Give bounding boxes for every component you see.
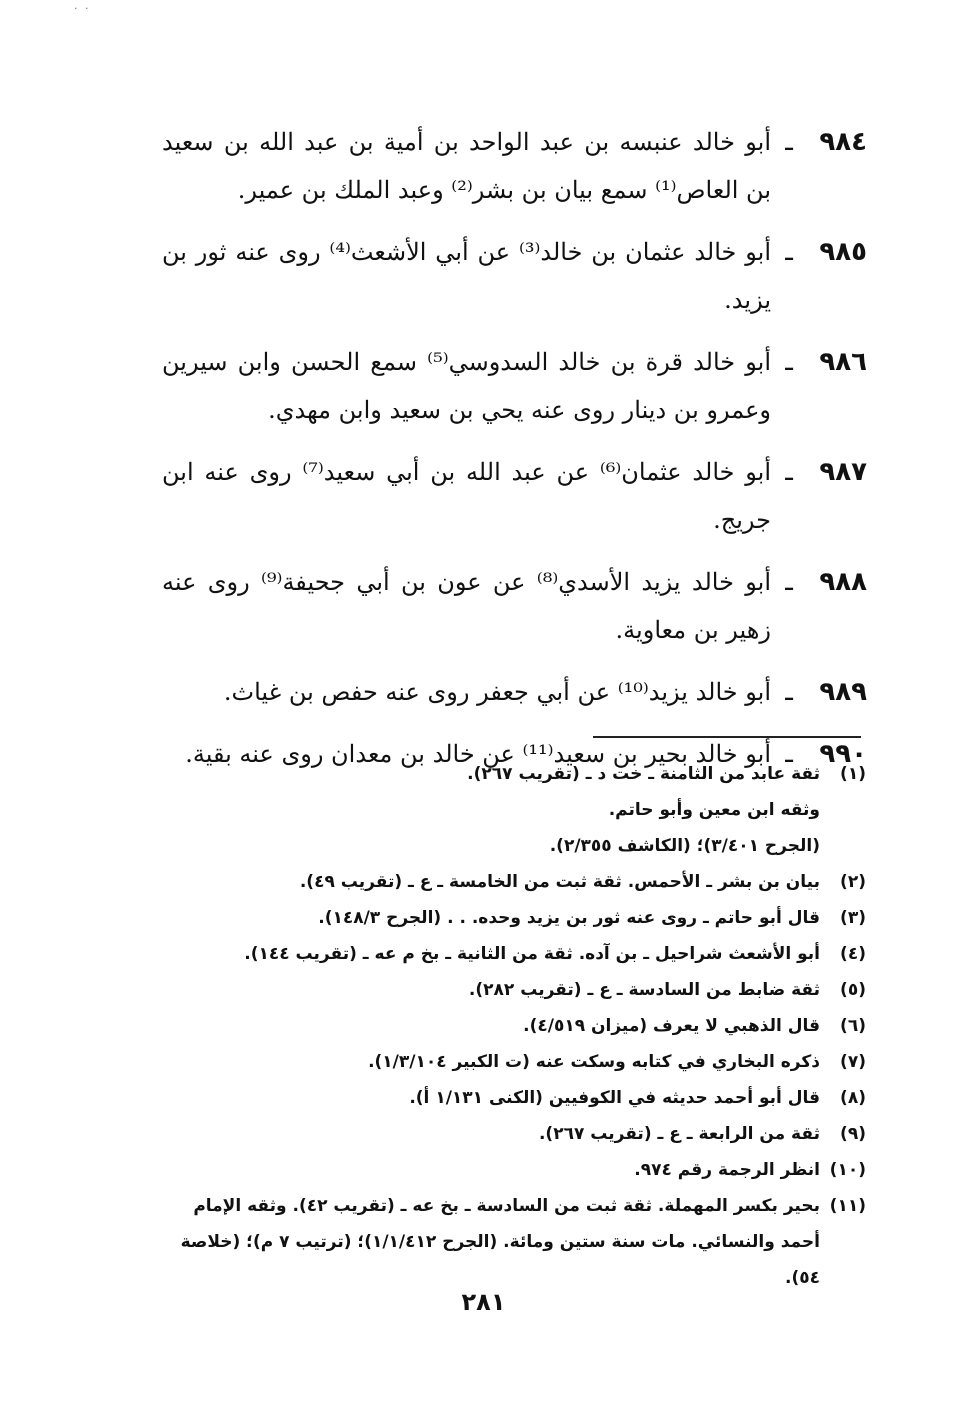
entry-dash: ـ: [785, 567, 793, 597]
footnote-separator: [593, 736, 861, 738]
entry: [162, 668, 867, 716]
footnote: [168, 900, 866, 936]
footnote-body: [168, 1080, 820, 1116]
entry-text: أبو خالد يزيد الأسدي⁽⁸⁾ عن عون بن أبي جحيفة⁽⁹⁾ روى عنه زهير بن معاوية.: [162, 568, 772, 644]
entry: [162, 558, 867, 654]
footnote: [168, 1080, 866, 1116]
entry-number: ٩٨٧: [819, 457, 867, 487]
footnote-number: (١): [840, 764, 866, 784]
footnote-line: وثقه ابن معين وأبو حاتم.: [608, 800, 820, 820]
entry-dash: ـ: [785, 677, 793, 707]
entry-number: ٩٨٥: [819, 237, 867, 267]
footnote-body: [168, 1116, 820, 1152]
entry-number: ٩٨٤: [819, 127, 867, 157]
footnote-line: بحير بكسر المهملة. ثقة ثبت من السادسة ـ بخ عه ـ (تقريب ٤٢). وثقه الإمام أحمد والنسائي. مات سنة ستين ومائة. (الجرح ١/١/٤١٢)؛ (ترتيب ٧ م)؛ (خلاصة ٥٤).: [180, 1196, 820, 1288]
footnote-body: [168, 900, 820, 936]
footnote-line: ثقة من الرابعة ـ ع ـ (تقريب ٢٦٧).: [538, 1124, 820, 1144]
footnote-body: [168, 1008, 820, 1044]
footnote-number: (٥): [840, 980, 866, 1000]
footnote-line: أبو الأشعث شراحيل ـ بن آده. ثقة من الثانية ـ بخ م عه ـ (تقريب ١٤٤).: [244, 944, 820, 964]
entry-text: أبو خالد قرة بن خالد السدوسي⁽⁵⁾ سمع الحسن وابن سيرين وعمرو بن دينار روى عنه يحي بن سعيد وابن مهدي.: [162, 348, 771, 424]
footnote: [168, 1152, 866, 1188]
footnote-line: انظر الرجمة رقم ٩٧٤.: [634, 1160, 820, 1180]
entry: [162, 228, 867, 324]
footnote-number: (٤): [840, 944, 866, 964]
entry-text: أبو خالد عنبسه بن عبد الواحد بن أمية بن عبد الله بن سعيد بن العاص⁽¹⁾ سمع بيان بن بشر⁽²⁾ وعبد الملك بن عمير.: [162, 128, 771, 204]
entry-number: ٩٨٩: [819, 677, 867, 707]
entries-list: [162, 118, 867, 792]
entry-text: أبو خالد يزيد⁽¹⁰⁾ عن أبي جعفر روى عنه حفص بن غياث.: [223, 678, 771, 706]
footnote-body: [168, 1188, 820, 1296]
scan-corner-mark: · ·: [74, 2, 91, 15]
entry: [162, 338, 867, 434]
footnote: [168, 936, 866, 972]
entry-number: ٩٩٠: [819, 739, 867, 769]
footnote-body: [168, 1152, 820, 1188]
footnote-number: (٣): [840, 908, 866, 928]
entry-number: ٩٨٨: [819, 567, 867, 597]
footnote: [168, 1008, 866, 1044]
footnote-number: (٦): [840, 1016, 866, 1036]
footnote-body: [168, 864, 820, 900]
entry-dash: ـ: [785, 739, 793, 769]
footnote-number: (٩): [840, 1124, 866, 1144]
footnote: [168, 756, 866, 864]
entry: [162, 448, 867, 544]
footnote: [168, 1188, 866, 1296]
footnote-line: قال أبو حاتم ـ روى عنه ثور بن يزيد وحده. . . (الجرح ١٤٨/٣).: [318, 908, 820, 928]
entry-dash: ـ: [785, 127, 793, 157]
footnote-body: [168, 756, 820, 864]
footnote: [168, 1116, 866, 1152]
entry-text: أبو خالد بحير بن سعيد⁽¹¹⁾ عن خالد بن معدان روى عنه بقية.: [185, 740, 771, 768]
footnote-line: قال أبو أحمد حديثه في الكوفيين (الكنى ١/١٣١ أ).: [409, 1088, 820, 1108]
footnote-line: قال الذهبي لا يعرف (ميزان ٤/٥١٩).: [523, 1016, 820, 1036]
footnote-number: (١٠): [829, 1160, 866, 1180]
footnote-line: ثقة ضابط من السادسة ـ ع ـ (تقريب ٢٨٢).: [468, 980, 820, 1000]
footnote-number: (١١): [829, 1196, 866, 1216]
footnote-body: [168, 936, 820, 972]
entry: [162, 118, 867, 214]
footnotes-list: [168, 756, 866, 1296]
footnote-line: ثقة عابد من الثامنة ـ خت د ـ (تقريب ٢٦٧).: [467, 764, 820, 784]
footnote-number: (٨): [840, 1088, 866, 1108]
footnote-number: (٧): [840, 1052, 866, 1072]
entry-dash: ـ: [785, 457, 793, 487]
entry-dash: ـ: [785, 347, 793, 377]
footnote-line: ذكره البخاري في كتابه وسكت عنه (ت الكبير ١/٣/١٠٤).: [368, 1052, 820, 1072]
footnote-number: (٢): [840, 872, 866, 892]
entry-number: ٩٨٦: [819, 347, 867, 377]
footnote: [168, 972, 866, 1008]
entry-dash: ـ: [785, 237, 793, 267]
entry-text: أبو خالد عثمان⁽⁶⁾ عن عبد الله بن أبي سعيد⁽⁷⁾ روى عنه ابن جريج.: [162, 458, 771, 534]
footnote-body: [168, 1044, 820, 1080]
footnote-line: بيان بن بشر ـ الأحمس. ثقة ثبت من الخامسة ـ ع ـ (تقريب ٤٩).: [299, 872, 820, 892]
page-number: ٢٨١: [461, 1288, 506, 1316]
footnote: [168, 1044, 866, 1080]
footnote-body: [168, 972, 820, 1008]
entry-text: أبو خالد عثمان بن خالد⁽³⁾ عن أبي الأشعث⁽⁴⁾ روى عنه ثور بن يزيد.: [162, 238, 771, 314]
footnote: [168, 864, 866, 900]
footnote-line: (الجرح ٣/٤٠١)؛ (الكاشف ٢/٣٥٥).: [549, 836, 820, 856]
